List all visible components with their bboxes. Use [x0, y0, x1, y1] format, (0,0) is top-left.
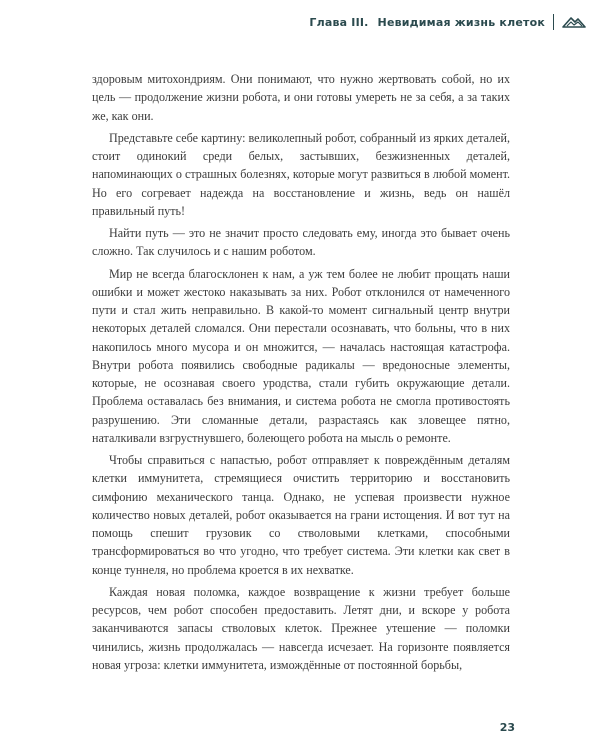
chapter-number: Глава III.: [309, 15, 369, 29]
body-text: [92, 70, 510, 674]
header-divider: [553, 14, 554, 30]
running-header-text: [309, 16, 545, 29]
mountain-logo-icon: [562, 14, 586, 30]
running-header: [309, 11, 586, 33]
paragraph: здоровым митохондриям. Они понимают, что нужно жертвовать собой, но их цель — продолжение жизни робота, и они готовы умереть не за себя, а за таких же, как они.: [92, 72, 510, 123]
paragraph: Найти путь — это не значит просто следовать ему, иногда это бывает очень сложно. Так случилось и с нашим роботом.: [92, 226, 510, 259]
chapter-title: Невидимая жизнь клеток: [377, 15, 545, 29]
paragraph: Представьте себе картину: великолепный робот, собранный из ярких деталей, стоит одинокий среди белых, застывших, безжизненных деталей, напоминающих о страшных болезнях, которые могут развиться в любой момент. Но его согревает надежда на восстановление и жизнь, ведь он нашёл правильный путь!: [92, 130, 510, 218]
page-number: 23: [499, 721, 515, 734]
paragraph: Каждая новая поломка, каждое возвращение к жизни требует больше ресурсов, чем робот способен предоставить. Летят дни, и вскоре у робота заканчиваются запасы стволовых клеток. Прежнее утешение — поломки чинились, жизнь продолжалась — навсегда исчезает. На горизонте появляется новая угроза: клетки иммунитета, измождённые от постоянной борьбы,: [92, 584, 510, 672]
paragraph: Мир не всегда благосклонен к нам, а уж тем более не любит прощать наши ошибки и может жестоко наказывать за них. Робот отклонился от намеченного пути и стал жить неправильно. В какой-то момент сигнальный центр внутри некоторых деталей сломался. Они перестали осознавать, что больны, что в них накопилось много мусора и он множится, — началась настоящая катастрофа. Внутри робота появились свободные радикалы — вредоносные элементы, которые, не осознавая своего уродства, стали губить окружающие детали. Проблема оставалась без внимания, и система робота не смогла противостоять разрушению. Эти сломанные детали, разрастаясь как зловещее пятно, наталкивали взгрустнувшего, болеющего робота на мысль о ремонте.: [92, 266, 510, 445]
paragraph: Чтобы справиться с напастью, робот отправляет к повреждённым деталям клетки иммунитета, стремящиеся очистить территорию и восстановить симфонию механического танца. Однако, не успевая произвести нужное количество новых деталей, робот оказывается на грани истощения. И вот тут на помощь спешит грузовик со стволовыми клетками, способными трансформироваться во что угодно, что требует система. Эти клетки как свет в конце туннеля, но проблема кроется в их нехватке.: [92, 453, 510, 577]
